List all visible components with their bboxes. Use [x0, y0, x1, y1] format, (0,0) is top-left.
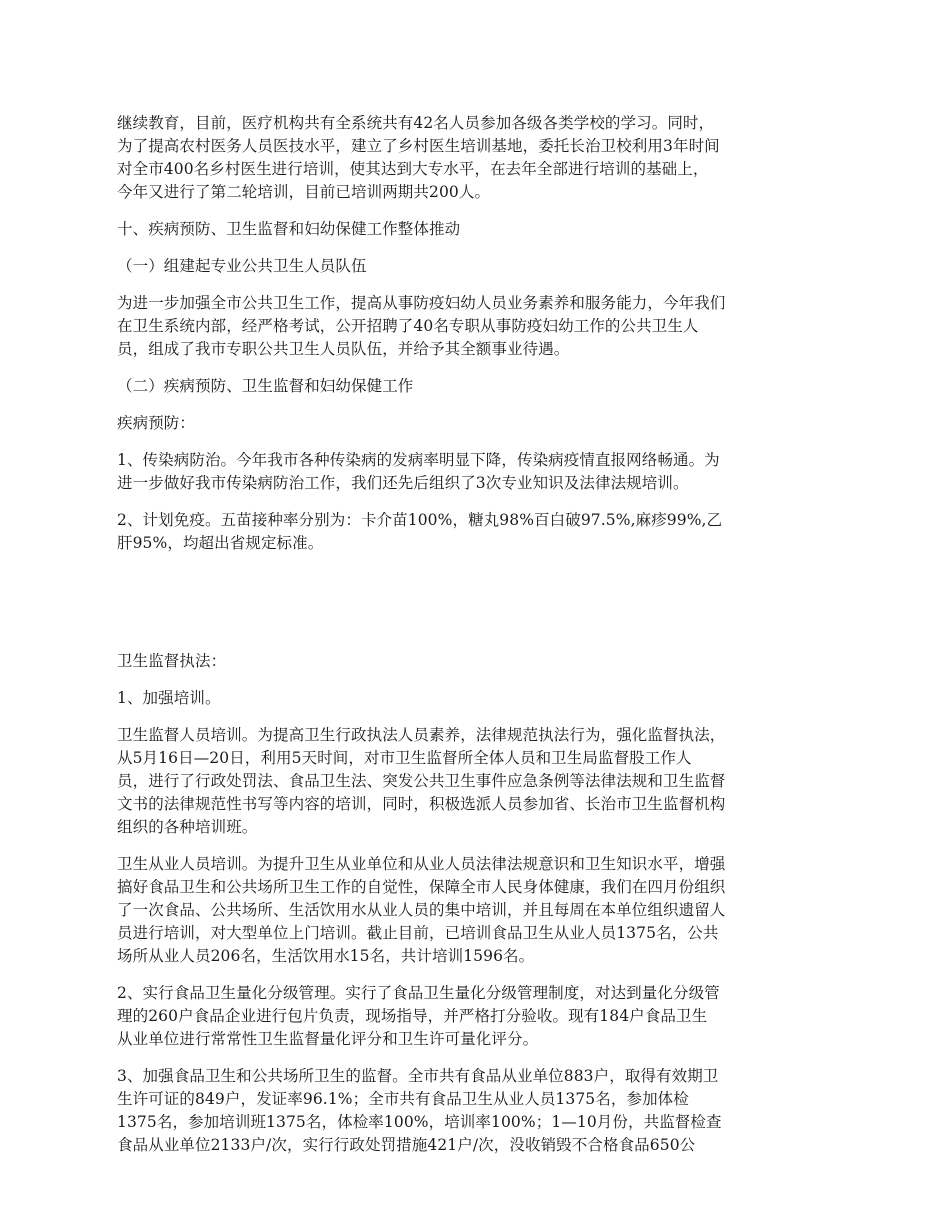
text-line: 卫生从业人员培训。为提升卫生从业单位和从业人员法律法规意识和卫生知识水平，增强	[117, 855, 726, 873]
subheading-text: （一）组建起专业公共卫生人员队伍	[117, 257, 367, 275]
item-immunization	[117, 509, 845, 555]
text-line: 对全市400名乡村医生进行培训，使其达到大专水平，在去年全部进行培训的基础上，	[117, 160, 709, 178]
paragraph-public-health-team	[117, 292, 845, 361]
text-line: 进一步做好我市传染病防治工作，我们还先后组织了3次专业知识及法律法规培训。	[117, 474, 689, 492]
text-line: 员，进行了行政处罚法、食品卫生法、突发公共卫生事件应急条例等法律法规和卫生监督	[117, 772, 726, 790]
paragraph-worker-training	[117, 853, 845, 968]
paragraph-continuing-education	[117, 112, 845, 204]
text-line: 2、实行食品卫生量化分级管理。实行了食品卫生量化分级管理制度，对达到量化分级管	[117, 984, 720, 1002]
text-line: 1375名，参加培训班1375名，体检率100%，培训率100%；1—10月份，共监督检查	[117, 1113, 722, 1131]
supervision-item-3	[117, 1065, 845, 1157]
text-line: 场所从业人员206名，生活饮用水15名，共计培训1596名。	[117, 947, 535, 965]
text-line: 3、加强食品卫生和公共场所卫生的监督。全市共有食品从业单位883户，取得有效期卫	[117, 1067, 719, 1085]
disease-prevention-label	[117, 412, 845, 435]
text-line: 从5月16日—20日，利用5天时间，对市卫生监督所全体人员和卫生局监督股工作人	[117, 749, 692, 767]
section-heading-10	[117, 218, 845, 241]
text-line: 食品从业单位2133户/次，实行行政处罚措施421户/次，没收销毁不合格食品650公	[117, 1136, 696, 1154]
text-line: 今年又进行了第二轮培训，目前已培训两期共200人。	[117, 183, 491, 201]
text-line: 为了提高农村医务人员医技水平，建立了乡村医生培训基地，委托长治卫校利用3年时间	[117, 137, 720, 155]
text-line: 卫生监督人员培训。为提高卫生行政执法人员素养，法律规范执法行为，强化监督执法，	[117, 726, 726, 744]
subheading-2	[117, 375, 845, 398]
text-line: 了一次食品、公共场所、生活饮用水从业人员的集中培训，并且每周在本单位组织遗留人	[117, 901, 726, 919]
text-line: 继续教育，目前，医疗机构共有全系统共有42名人员参加各级各类学校的学习。同时，	[117, 114, 715, 132]
text-line: 组织的各种培训班。	[117, 818, 258, 836]
text-line: 员，组成了我市专职公共卫生人员队伍，并给予其全额事业待遇。	[117, 340, 570, 358]
label-text: 疾病预防：	[117, 414, 196, 432]
text-line: 搞好食品卫生和公共场所卫生工作的自觉性，保障全市人民身体健康，我们在四月份组织	[117, 878, 726, 896]
text-line: 1、传染病防治。今年我市各种传染病的发病率明显下降，传染病疫情直报网络畅通。为	[117, 451, 720, 469]
heading-text: 十、疾病预防、卫生监督和妇幼保健工作整体推动	[117, 220, 461, 238]
supervision-label	[117, 650, 845, 673]
supervision-item-1	[117, 687, 845, 710]
text-line: 从业单位进行常常性卫生监督量化评分和卫生许可量化评分。	[117, 1030, 539, 1048]
text-line: 理的260户食品企业进行包片负责，现场指导，并严格打分验收。现有184户食品卫生	[117, 1007, 708, 1025]
text-line: 生许可证的849户，发证率96.1%；全市共有食品卫生从业人员1375名，参加体检	[117, 1090, 689, 1108]
label-text: 卫生监督执法：	[117, 652, 227, 670]
document-page	[117, 112, 845, 1171]
text-line: 在卫生系统内部，经严格考试，公开招聘了40名专职从事防疫妇幼工作的公共卫生人	[117, 317, 699, 335]
paragraph-supervisor-training	[117, 724, 845, 839]
item-infectious-disease	[117, 449, 845, 495]
text-line: 肝95%，均超出省规定标准。	[117, 534, 324, 552]
text-line: 为进一步加强全市公共卫生工作，提高从事防疫妇幼人员业务素养和服务能力，今年我们	[117, 294, 726, 312]
subheading-1	[117, 255, 845, 278]
item-text: 1、加强培训。	[117, 689, 221, 707]
text-line: 2、计划免疫。五苗接种率分别为：卡介苗100%，糖丸98%百白破97.5%,麻疹99%,乙	[117, 511, 723, 529]
blank-gap	[117, 569, 845, 650]
text-line: 文书的法律规范性书写等内容的培训，同时，积极选派人员参加省、长治市卫生监督机构	[117, 795, 726, 813]
supervision-item-2	[117, 982, 845, 1051]
text-line: 员进行培训，对大型单位上门培训。截止目前，已培训食品卫生从业人员1375名，公共	[117, 924, 719, 942]
subheading-text: （二）疾病预防、卫生监督和妇幼保健工作	[117, 377, 414, 395]
